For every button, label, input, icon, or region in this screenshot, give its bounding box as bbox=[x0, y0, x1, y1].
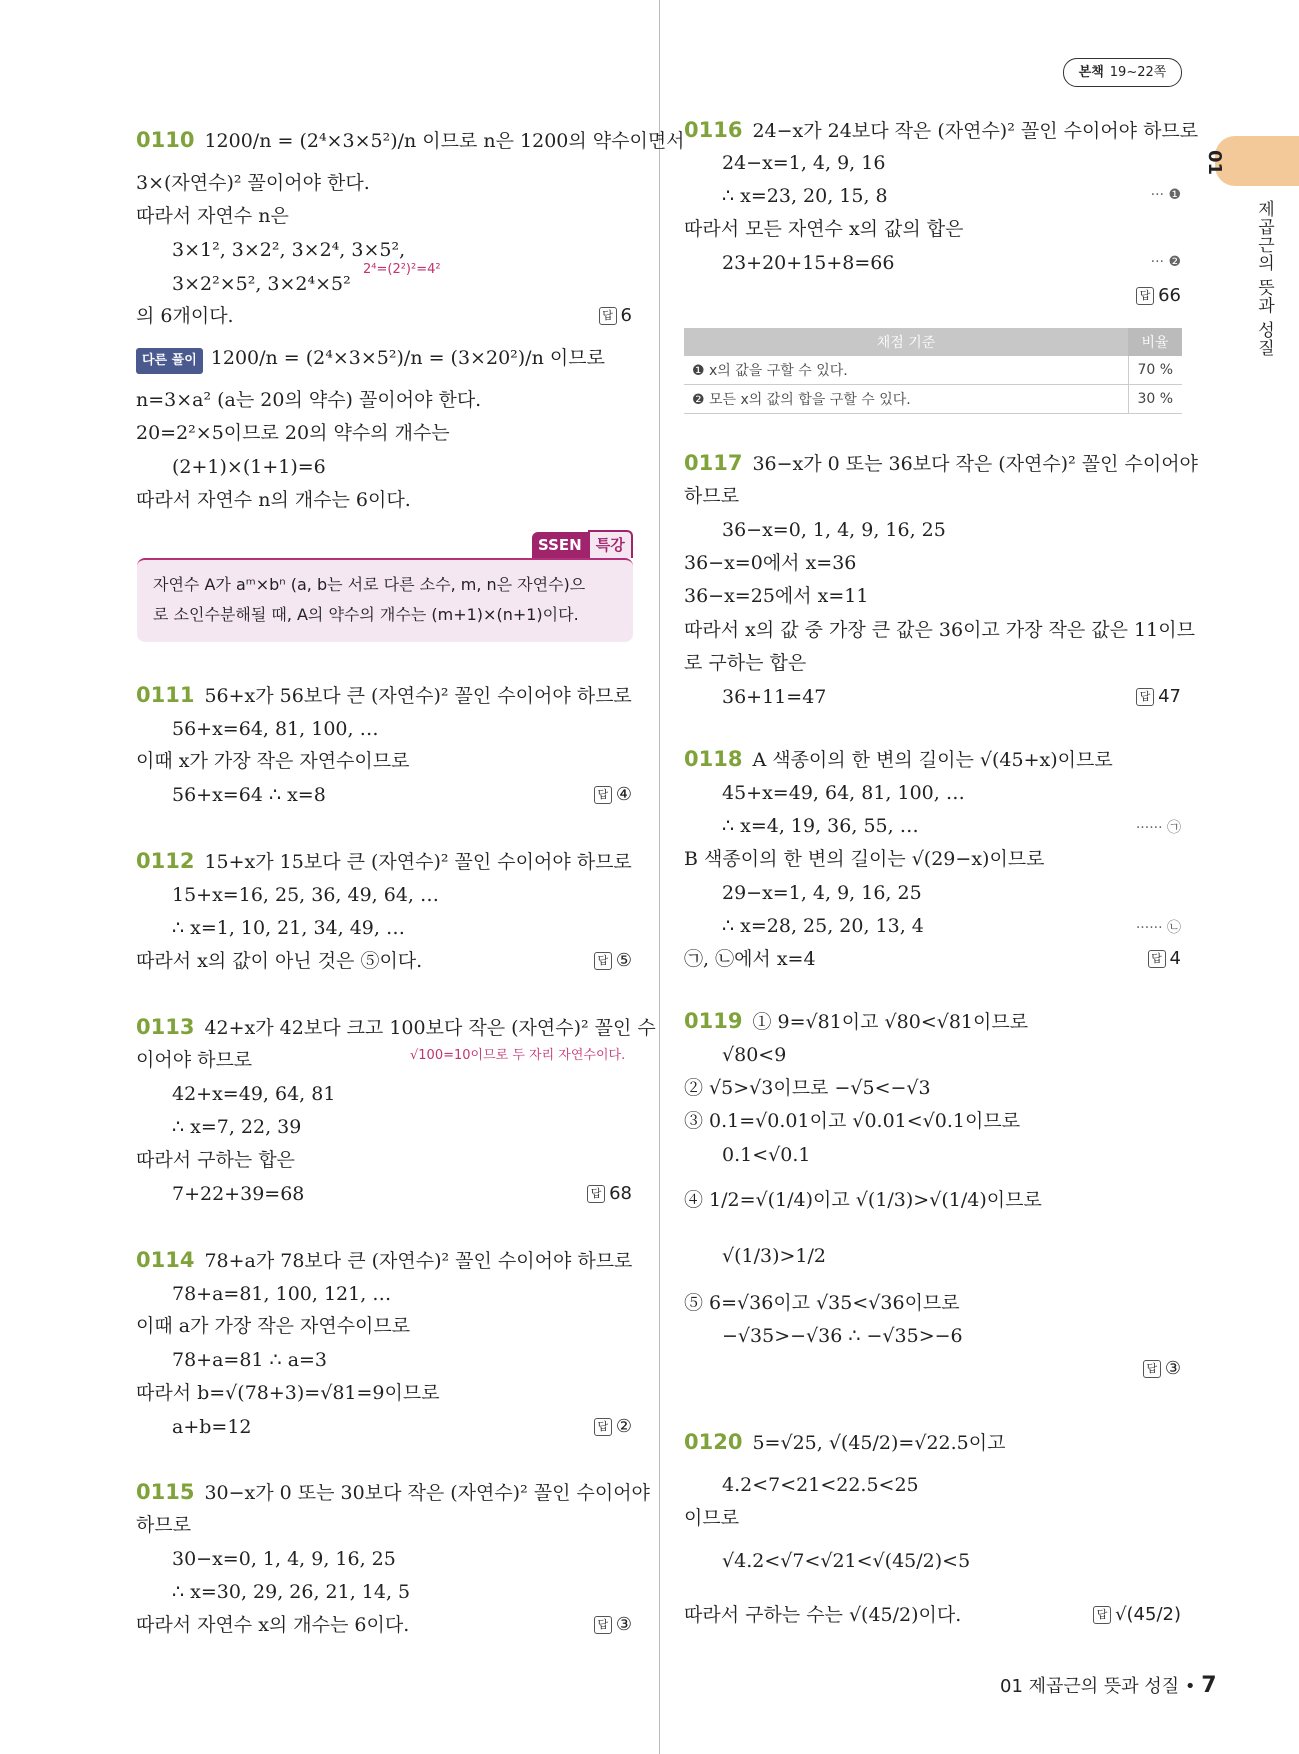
solution-line bbox=[722, 1043, 786, 1067]
solution-line bbox=[684, 217, 964, 241]
solution-line bbox=[136, 1613, 409, 1637]
line-text: 따라서 구하는 합은 bbox=[136, 1149, 295, 1171]
answer-value: 66 bbox=[1158, 285, 1181, 306]
line-text: 따라서 자연수 x의 개수는 6이다. bbox=[136, 1614, 410, 1636]
solution-line bbox=[172, 1547, 396, 1571]
solution-line bbox=[722, 1244, 826, 1268]
line-text: √80<9 bbox=[722, 1044, 787, 1066]
solution-line bbox=[722, 184, 888, 208]
ssen-tag: SSEN 특강 bbox=[532, 530, 633, 556]
answer-value: ⑤ bbox=[615, 950, 632, 971]
step-marker: ··· ❶ bbox=[1150, 187, 1181, 203]
answer bbox=[1093, 1604, 1181, 1625]
problem-number: 0110 bbox=[136, 128, 195, 152]
solution-line bbox=[722, 1473, 919, 1497]
tip-line-1: 자연수 A가 aᵐ×bⁿ (a, b는 서로 다른 소수, m, n은 자연수)으 bbox=[153, 575, 586, 594]
line-text: 78+a=81 ∴ a=3 bbox=[172, 1349, 328, 1371]
solution-line bbox=[684, 947, 816, 971]
tip-box bbox=[137, 558, 633, 642]
solution-line bbox=[684, 484, 739, 508]
line-text: A 색종이의 한 변의 길이는 √(45+x)이므로 bbox=[752, 749, 1113, 771]
solution-line bbox=[136, 1148, 295, 1172]
answer bbox=[587, 1183, 632, 1204]
line-text: 30−x=0, 1, 4, 9, 16, 25 bbox=[172, 1548, 396, 1570]
line-text: 15+x가 15보다 큰 (자연수)² 꼴인 수이어야 하므로 bbox=[204, 851, 632, 873]
solution-line bbox=[722, 251, 894, 275]
line-text: ∴ x=1, 10, 21, 34, 49, … bbox=[172, 917, 405, 939]
answer-value: ③ bbox=[615, 1614, 632, 1635]
line-text: B 색종이의 한 변의 길이는 √(29−x)이므로 bbox=[684, 848, 1045, 870]
solution-line bbox=[684, 618, 1195, 642]
line-text: 36−x=25에서 x=11 bbox=[684, 585, 869, 607]
grading-head: 채점 기준 bbox=[684, 328, 1128, 356]
step-marker: ······ ㉠ bbox=[1135, 820, 1181, 836]
solution-line bbox=[684, 1076, 931, 1100]
line-text: ③ 0.1=√0.01이고 √0.01<√0.1이므로 bbox=[684, 1110, 1021, 1132]
line-text: 이때 a가 가장 작은 자연수이므로 bbox=[136, 1315, 411, 1337]
line-text: 따라서 모든 자연수 x의 값의 합은 bbox=[684, 218, 964, 240]
line-text: −√35>−√36 ∴ −√35>−6 bbox=[722, 1325, 963, 1347]
solution-line bbox=[136, 304, 234, 328]
solution-line bbox=[684, 584, 868, 608]
line-text: 42+x=49, 64, 81 bbox=[172, 1083, 336, 1105]
line-text: 20=2²×5이므로 20의 약수의 개수는 bbox=[136, 422, 450, 444]
answer-value: 6 bbox=[620, 305, 632, 326]
line-text: (2+1)×(1+1)=6 bbox=[172, 456, 326, 478]
chapter-title: 제곱근의 뜻과 성질 bbox=[1254, 200, 1274, 357]
solution-line bbox=[684, 1603, 961, 1627]
problem-number: 0115 bbox=[136, 1480, 195, 1504]
solution-line bbox=[684, 1009, 1028, 1034]
solution-line bbox=[136, 1381, 440, 1405]
solution-line bbox=[136, 388, 481, 412]
solution-line bbox=[136, 171, 370, 195]
answer-icon: 답 bbox=[1093, 1606, 1111, 1624]
column-divider bbox=[659, 0, 660, 1754]
line-text: 하므로 bbox=[684, 485, 740, 507]
chapter-number: 01 bbox=[1204, 150, 1225, 176]
solution-line bbox=[722, 1549, 970, 1573]
answer-icon: 답 bbox=[1136, 287, 1154, 305]
line-text: 이어야 하므로 bbox=[136, 1049, 253, 1071]
line-text: ∴ x=30, 29, 26, 21, 14, 5 bbox=[172, 1581, 411, 1603]
line-text: 이므로 bbox=[684, 1507, 740, 1529]
answer-icon: 답 bbox=[587, 1185, 605, 1203]
line-text: √4.2<√7<√21<√(45/2)<5 bbox=[722, 1550, 971, 1572]
solution-line bbox=[136, 204, 289, 228]
line-text: n=3×a² (a는 20의 약수) 꼴이어야 한다. bbox=[136, 389, 482, 411]
tip-line-2: 로 소인수분해될 때, A의 약수의 개수는 (m+1)×(n+1)이다. bbox=[153, 605, 579, 624]
solution-line bbox=[136, 1015, 656, 1040]
line-text: ② √5>√3이므로 −√5<−√3 bbox=[684, 1077, 931, 1099]
page-footer: 01 제곱근의 뜻과 성질 • 7 bbox=[1000, 1673, 1217, 1698]
answer bbox=[1136, 285, 1181, 306]
answer-value: ② bbox=[615, 1416, 632, 1437]
solution-line bbox=[684, 847, 1045, 871]
problem-number: 0120 bbox=[684, 1430, 743, 1454]
answer-icon: 답 bbox=[594, 1616, 612, 1634]
solution-line bbox=[684, 747, 1113, 772]
line-text: 따라서 x의 값이 아닌 것은 ⑤이다. bbox=[136, 950, 423, 972]
alt-solution-badge: 다른 풀이 bbox=[136, 348, 203, 374]
line-text: 36+11=47 bbox=[722, 686, 827, 708]
line-text: √(1/3)>1/2 bbox=[722, 1245, 827, 1267]
rate-head: 비율 bbox=[1128, 328, 1182, 356]
line-text: a+b=12 bbox=[172, 1416, 252, 1438]
problem-number: 0116 bbox=[684, 118, 743, 142]
solution-line bbox=[136, 949, 422, 973]
line-text: 36−x=0에서 x=36 bbox=[684, 552, 857, 574]
solution-line bbox=[136, 1314, 410, 1338]
solution-line bbox=[136, 683, 632, 708]
solution-line bbox=[684, 551, 856, 575]
grading-table bbox=[684, 328, 1182, 414]
answer bbox=[594, 950, 632, 971]
line-text: 36−x=0, 1, 4, 9, 16, 25 bbox=[722, 519, 946, 541]
line-text: 로 구하는 합은 bbox=[684, 652, 807, 674]
line-text: 36−x가 0 또는 36보다 작은 (자연수)² 꼴인 수이어야 bbox=[752, 453, 1198, 475]
problem-number: 0117 bbox=[684, 451, 743, 475]
solution-line bbox=[684, 651, 806, 675]
answer-icon: 답 bbox=[1136, 688, 1154, 706]
answer bbox=[594, 784, 632, 805]
answer-value: ③ bbox=[1164, 1358, 1181, 1379]
solution-line bbox=[722, 881, 922, 905]
line-text: ∴ x=7, 22, 39 bbox=[172, 1116, 302, 1138]
problem-number: 0114 bbox=[136, 1248, 195, 1272]
solution-line bbox=[172, 1580, 410, 1604]
solution-line bbox=[722, 151, 885, 175]
line-text: 23+20+15+8=66 bbox=[722, 252, 895, 274]
solution-line bbox=[684, 451, 1198, 476]
line-text: 따라서 자연수 n은 bbox=[136, 205, 289, 227]
solution-line bbox=[722, 1324, 963, 1348]
answer-value: 68 bbox=[609, 1183, 632, 1204]
line-text: 7+22+39=68 bbox=[172, 1183, 305, 1205]
annotation-note: 2⁴=(2²)²=4² bbox=[363, 262, 441, 277]
solution-line bbox=[722, 685, 826, 709]
line-text: 5=√25, √(45/2)=√22.5이고 bbox=[752, 1432, 1006, 1454]
solution-line bbox=[136, 421, 450, 445]
solution-line bbox=[172, 1182, 304, 1206]
line-text: 45+x=49, 64, 81, 100, … bbox=[722, 782, 965, 804]
answer-icon: 답 bbox=[1143, 1360, 1161, 1378]
solution-line bbox=[172, 783, 326, 807]
line-text: 56+x=64, 81, 100, … bbox=[172, 718, 379, 740]
line-text: 의 6개이다. bbox=[136, 305, 234, 327]
problem-number: 0118 bbox=[684, 747, 743, 771]
chapter-tab bbox=[1215, 136, 1299, 186]
solution-line bbox=[136, 1248, 632, 1273]
solution-line bbox=[136, 1513, 191, 1537]
solution-line bbox=[722, 914, 924, 938]
solution-line bbox=[684, 118, 1198, 143]
answer-icon: 답 bbox=[594, 952, 612, 970]
solution-line bbox=[684, 1430, 1005, 1455]
answer-icon: 답 bbox=[594, 1418, 612, 1436]
answer bbox=[1148, 948, 1181, 969]
solution-line bbox=[172, 717, 379, 741]
line-text: 따라서 b=√(78+3)=√81=9이므로 bbox=[136, 1382, 440, 1404]
annotation-note: √100=10이므로 두 자리 자연수이다. bbox=[410, 1048, 626, 1063]
solution-line bbox=[172, 272, 351, 296]
grading-row: ❶ x의 값을 구할 수 있다. 70 % bbox=[684, 356, 1182, 385]
line-text: 56+x=64 ∴ x=8 bbox=[172, 784, 326, 806]
line-text: 따라서 자연수 n의 개수는 6이다. bbox=[136, 489, 411, 511]
solution-line bbox=[722, 814, 919, 838]
answer bbox=[1136, 686, 1181, 707]
line-text: 1200/n = (2⁴×3×5²)/n 이므로 n은 1200의 약수이면서 bbox=[204, 130, 685, 152]
solution-line bbox=[684, 1188, 1042, 1212]
line-text: 1200/n = (2⁴×3×5²)/n = (3×20²)/n 이므로 bbox=[210, 347, 605, 369]
answer bbox=[594, 1614, 632, 1635]
solution-line bbox=[722, 1143, 810, 1167]
solution-line bbox=[172, 1348, 327, 1372]
answer-icon: 답 bbox=[1148, 950, 1166, 968]
solution-line bbox=[172, 238, 405, 262]
solution-line bbox=[172, 455, 326, 479]
answer bbox=[1143, 1358, 1181, 1379]
line-text: 78+a=81, 100, 121, … bbox=[172, 1283, 392, 1305]
line-text: 78+a가 78보다 큰 (자연수)² 꼴인 수이어야 하므로 bbox=[204, 1250, 633, 1272]
problem-number: 0113 bbox=[136, 1015, 195, 1039]
solution-line bbox=[136, 849, 632, 874]
line-text: 0.1<√0.1 bbox=[722, 1144, 811, 1166]
solution-line bbox=[136, 749, 409, 773]
line-text: 따라서 x의 값 중 가장 큰 값은 36이고 가장 작은 값은 11이므 bbox=[684, 619, 1195, 641]
solution-line bbox=[172, 1282, 391, 1306]
line-text: 이때 x가 가장 작은 자연수이므로 bbox=[136, 750, 410, 772]
line-text: ㉠, ㉡에서 x=4 bbox=[684, 948, 816, 970]
line-text: ④ 1/2=√(1/4)이고 √(1/3)>√(1/4)이므로 bbox=[684, 1189, 1042, 1211]
line-text: 3×2²×5², 3×2⁴×5² bbox=[172, 273, 351, 295]
problem-number: 0112 bbox=[136, 849, 195, 873]
answer-value: √(45/2) bbox=[1115, 1604, 1181, 1625]
solution-line bbox=[172, 1082, 335, 1106]
line-text: ∴ x=23, 20, 15, 8 bbox=[722, 185, 888, 207]
line-text: ∴ x=4, 19, 36, 55, … bbox=[722, 815, 919, 837]
line-text: 42+x가 42보다 크고 100보다 작은 (자연수)² 꼴인 수 bbox=[204, 1017, 656, 1039]
line-text: 하므로 bbox=[136, 1514, 192, 1536]
answer-icon: 답 bbox=[599, 307, 617, 325]
answer-value: ④ bbox=[615, 784, 632, 805]
line-text: 3×(자연수)² 꼴이어야 한다. bbox=[136, 172, 370, 194]
grading-row: ❷ 모든 x의 값의 합을 구할 수 있다. 30 % bbox=[684, 385, 1182, 414]
solution-line bbox=[172, 1415, 252, 1439]
problem-number: 0111 bbox=[136, 683, 195, 707]
solution-line bbox=[684, 1109, 1020, 1133]
line-text: 15+x=16, 25, 36, 49, 64, … bbox=[172, 884, 440, 906]
solution-line bbox=[722, 518, 946, 542]
step-marker: ······ ㉡ bbox=[1135, 920, 1181, 936]
line-text: 24−x가 24보다 작은 (자연수)² 꼴인 수이어야 하므로 bbox=[752, 120, 1199, 142]
line-text: 56+x가 56보다 큰 (자연수)² 꼴인 수이어야 하므로 bbox=[204, 685, 632, 707]
answer bbox=[599, 305, 632, 326]
solution-line bbox=[136, 1048, 252, 1072]
solution-line bbox=[172, 1115, 301, 1139]
solution-line bbox=[136, 488, 411, 512]
answer-value: 47 bbox=[1158, 686, 1181, 707]
line-text: 24−x=1, 4, 9, 16 bbox=[722, 152, 886, 174]
solution-line bbox=[172, 883, 439, 907]
line-text: 30−x가 0 또는 30보다 작은 (자연수)² 꼴인 수이어야 bbox=[204, 1482, 650, 1504]
solution-line bbox=[136, 1480, 650, 1505]
line-text: ⑤ 6=√36이고 √35<√36이므로 bbox=[684, 1292, 960, 1314]
solution-line bbox=[684, 1291, 960, 1315]
line-text: 3×1², 3×2², 3×2⁴, 3×5², bbox=[172, 239, 406, 261]
page-reference: 본책 19~22쪽 bbox=[1063, 58, 1182, 87]
step-marker: ··· ❷ bbox=[1150, 254, 1181, 270]
line-text: 따라서 구하는 수는 √(45/2)이다. bbox=[684, 1604, 962, 1626]
solution-line bbox=[136, 346, 605, 374]
problem-number: 0119 bbox=[684, 1009, 743, 1033]
line-text: 29−x=1, 4, 9, 16, 25 bbox=[722, 882, 922, 904]
line-text: 4.2<7<21<22.5<25 bbox=[722, 1474, 919, 1496]
solution-line bbox=[684, 1506, 739, 1530]
line-text: ① 9=√81이고 √80<√81이므로 bbox=[752, 1011, 1029, 1033]
solution-line bbox=[172, 916, 405, 940]
answer bbox=[594, 1416, 632, 1437]
line-text: ∴ x=28, 25, 20, 13, 4 bbox=[722, 915, 924, 937]
answer-icon: 답 bbox=[594, 786, 612, 804]
answer-value: 4 bbox=[1169, 948, 1181, 969]
solution-line bbox=[136, 128, 685, 153]
solution-line bbox=[722, 781, 965, 805]
